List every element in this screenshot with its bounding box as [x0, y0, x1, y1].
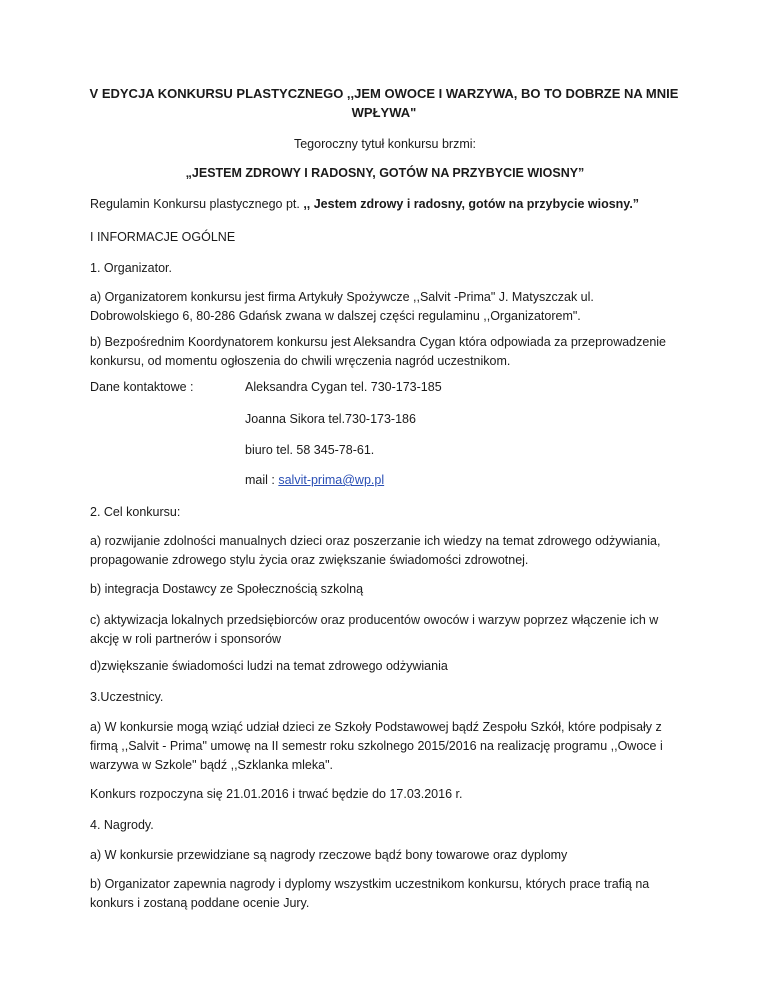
participants-heading: 3.Uczestnicy. — [90, 690, 164, 704]
document-title: V EDYCJA KONKURSU PLASTYCZNEGO ,,JEM OWOCE I WARZYWA, BO TO DOBRZE NA MNIE WPŁYWA" — [89, 86, 679, 120]
prizes-paragraph-b: b) Organizator zapewnia nagrody i dyplomy wszystkim uczestnikom konkursu, których prace trafią na konkurs i zostaną poddane ocenie Jury. — [90, 877, 650, 910]
email-link[interactable]: salvit-prima@wp.pl — [278, 473, 385, 487]
regulamin-name: ,, Jestem zdrowy i radosny, gotów na przybycie wiosny.” — [303, 197, 640, 211]
organizer-paragraph-a: a) Organizatorem konkursu jest firma Artykuły Spożywcze ,,Salvit -Prima" J. Matyszczak ul. Dobrowolskiego 6, 80-286 Gdańsk zwana w dalszej części regulaminu ,,Organizatorem". — [90, 290, 594, 323]
contact-line-3: biuro tel. 58 345-78-61. — [245, 443, 375, 457]
prizes-paragraph-a: a) W konkursie przewidziane są nagrody rzeczowe bądź bony towarowe oraz dyplomy — [90, 848, 568, 862]
contact-line-1: Aleksandra Cygan tel. 730-173-185 — [245, 380, 442, 394]
contact-line-2: Joanna Sikora tel.730-173-186 — [245, 412, 416, 426]
goal-paragraph-a: a) rozwijanie zdolności manualnych dzieci oraz poszerzanie ich wiedzy na temat zdrowego odżywiania, propagowanie zdrowego stylu życia oraz zwiększanie świadomości zdrowotnej. — [90, 534, 661, 567]
participants-paragraph-a: a) W konkursie mogą wziąć udział dzieci ze Szkoły Podstawowej bądź Zespołu Szkół, które podpisały z firmą ,,Salvit - Prima" umowę na II semestr roku szkolnego 2015/2016 na realizację programu ,,Owoce i warzywa w Szkole" bądź ,,Szklanka mleka". — [90, 720, 663, 772]
organizer-paragraph-b: b) Bezpośrednim Koordynatorem konkursu jest Aleksandra Cygan która odpowiada za przeprowadzenie konkursu, od momentu ogłoszenia do chwili wręczenia nagród uczestnikom. — [90, 335, 667, 368]
contest-dates: Konkurs rozpoczyna się 21.01.2016 i trwać będzie do 17.03.2016 r. — [90, 787, 463, 801]
regulamin-line — [90, 195, 680, 214]
intro-line: Tegoroczny tytuł konkursu brzmi: — [293, 137, 476, 151]
goal-paragraph-b: b) integracja Dostawcy ze Społecznością szkolną — [90, 582, 364, 596]
regulamin-prefix: Regulamin Konkursu plastycznego pt. — [90, 197, 304, 211]
contacts-label: Dane kontaktowe : — [90, 380, 194, 394]
goal-heading: 2. Cel konkursu: — [90, 505, 181, 519]
mail-prefix: mail : — [245, 473, 279, 487]
goal-paragraph-d: d)zwiększanie świadomości ludzi na temat zdrowego odżywiania — [90, 659, 448, 673]
goal-paragraph-c: c) aktywizacja lokalnych przedsiębiorców oraz producentów owoców i warzyw poprzez włączenie ich w akcję w roli partnerów i sponsorów — [90, 613, 659, 646]
prizes-heading: 4. Nagrody. — [90, 818, 154, 832]
section-heading: I INFORMACJE OGÓLNE — [90, 230, 236, 244]
organizer-heading: 1. Organizator. — [90, 261, 172, 275]
contact-mail-line — [245, 473, 384, 487]
contest-theme: „JESTEM ZDROWY I RADOSNY, GOTÓW NA PRZYBYCIE WIOSNY” — [185, 166, 585, 180]
